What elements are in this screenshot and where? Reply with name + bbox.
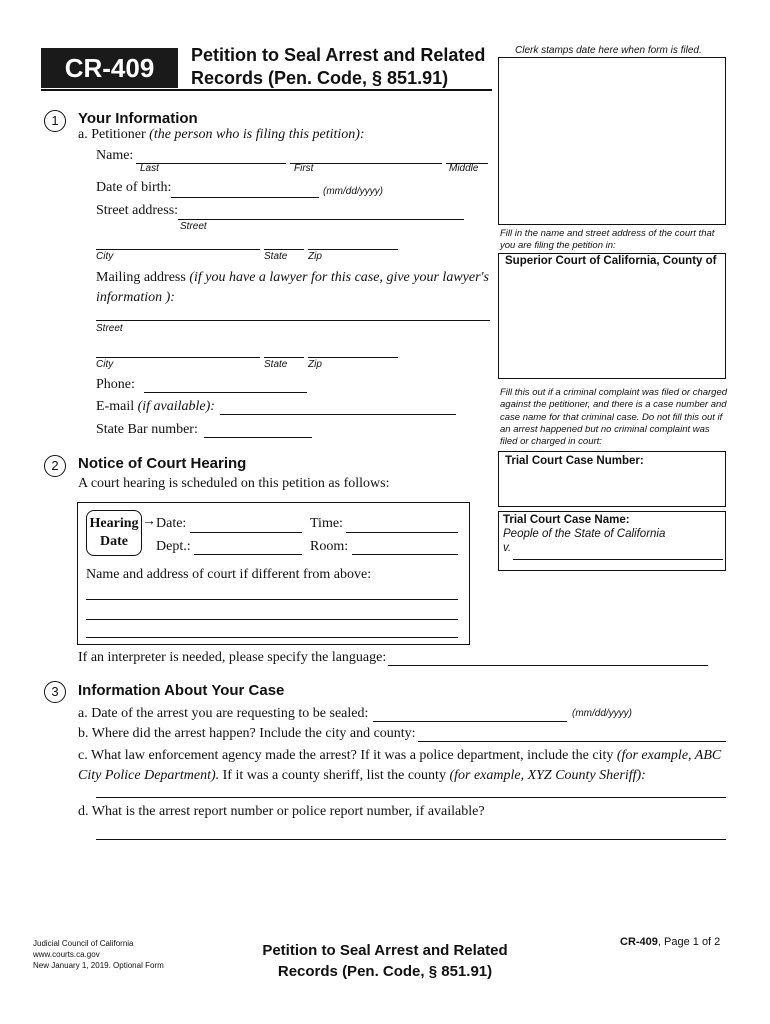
city-caption: City [96, 251, 114, 262]
hearing-room-label: Room: [310, 539, 349, 554]
middle-caption: Middle [449, 163, 479, 174]
case-name-box[interactable] [498, 511, 726, 571]
form-title-line2: Records (Pen. Code, § 851.91) [191, 68, 449, 88]
header-rule [41, 89, 492, 91]
mailing-state-caption: State [264, 359, 288, 370]
agency-field[interactable] [96, 780, 726, 798]
mailing-city-field[interactable] [96, 340, 260, 358]
street-address-label: Street address: [96, 203, 179, 218]
court-address-line-3[interactable] [86, 620, 458, 638]
section-2-number: 2 [44, 455, 66, 477]
hearing-dept-label: Dept.: [156, 539, 191, 554]
footer-page-info [620, 936, 720, 948]
dob-field[interactable] [171, 180, 319, 198]
clerk-stamp-box [498, 57, 726, 225]
hearing-time-label: Time: [310, 516, 343, 531]
footer-council: Judicial Council of California [33, 939, 134, 948]
form-title-line1: Petition to Seal Arrest and Related [191, 45, 486, 65]
arrest-date-format: (mm/dd/yyyy) [572, 708, 632, 719]
section-2-title: Notice of Court Hearing [78, 455, 247, 472]
state-bar-label: State Bar number: [96, 422, 198, 437]
footer-website: www.courts.ca.gov [33, 950, 100, 959]
clerk-stamp-note: Clerk stamps date here when form is filed. [515, 45, 702, 56]
middle-name-field[interactable] [446, 146, 488, 164]
report-number-field[interactable] [96, 822, 726, 840]
agency-example-1: (for example, ABC City Police Department). [78, 748, 722, 783]
arrest-location-label: b. Where did the arrest happen? Include the city and county: [78, 726, 416, 741]
street-address-field[interactable] [178, 202, 464, 220]
court-name-box[interactable] [498, 253, 726, 379]
case-name-line [513, 559, 723, 560]
footer-form-number: CR-409 [620, 936, 658, 948]
section-1-number: 1 [44, 110, 66, 132]
name-label: Name: [96, 148, 134, 163]
court-address-line-2[interactable] [86, 602, 458, 620]
interpreter-language-field[interactable] [388, 648, 708, 666]
section-1-title: Your Information [78, 110, 198, 127]
hearing-dept-field[interactable] [194, 537, 302, 555]
mailing-street-field[interactable] [96, 303, 490, 321]
court-address-line-1[interactable] [86, 582, 458, 600]
footer-title-line1: Petition to Seal Arrest and Related [262, 942, 508, 959]
hearing-room-field[interactable] [352, 537, 458, 555]
mailing-zip-field[interactable] [308, 340, 398, 358]
zip-field[interactable] [308, 232, 398, 250]
email-label-note: (if available): [137, 399, 215, 414]
interpreter-label: If an interpreter is needed, please specify the language: [78, 650, 387, 665]
section-3-number: 3 [44, 681, 66, 703]
dob-label: Date of birth: [96, 180, 172, 195]
court-box-instruction: Fill in the name and street address of the court that you are filing the petition in: [500, 228, 715, 251]
section-3-title: Information About Your Case [78, 682, 285, 699]
email-label [96, 399, 215, 415]
zip-caption: Zip [308, 251, 322, 262]
case-name-line1: People of the State of California [503, 528, 666, 540]
form-title [191, 44, 491, 90]
agency-text-2: If it was a county sheriff, list the county [219, 768, 450, 783]
court-address-label: Name and address of court if different from above: [86, 567, 372, 582]
mailing-label-note: (if you have a lawyer for this case, give your lawyer's information ): [96, 270, 489, 305]
agency-example-2: (for example, XYZ County Sheriff): [449, 768, 646, 783]
first-name-field[interactable] [290, 146, 442, 164]
mailing-label-text: Mailing address [96, 270, 190, 285]
hearing-date-label: Date: [156, 516, 187, 531]
mailing-state-field[interactable] [264, 340, 304, 358]
mailing-street-caption: Street [96, 323, 123, 334]
last-name-field[interactable] [136, 146, 286, 164]
form-number-badge: CR-409 [41, 48, 178, 88]
report-number-label: d. What is the arrest report number or police report number, if available? [78, 804, 485, 819]
hearing-time-field[interactable] [346, 515, 458, 533]
hearing-intro: A court hearing is scheduled on this petition as follows: [78, 476, 390, 491]
agency-text-1: c. What law enforcement agency made the arrest? If it was a police department, include the city [78, 748, 617, 763]
mailing-city-caption: City [96, 359, 114, 370]
arrest-date-label: a. Date of the arrest you are requesting to be sealed: [78, 706, 369, 721]
footer-title-line2: Records (Pen. Code, § 851.91) [277, 963, 493, 980]
city-field[interactable] [96, 232, 260, 250]
last-caption: Last [140, 163, 159, 174]
arrest-location-field[interactable] [418, 724, 726, 742]
dob-format: (mm/dd/yyyy) [323, 186, 383, 197]
email-label-text: E-mail [96, 399, 138, 414]
footer-title [246, 940, 524, 982]
petitioner-label [78, 127, 365, 143]
mailing-zip-caption: Zip [308, 359, 322, 370]
case-number-label: Trial Court Case Number: [505, 455, 644, 467]
case-name-line2: v. [503, 542, 512, 554]
arrow-icon: → [142, 514, 156, 529]
street-caption: Street [180, 221, 207, 232]
footer-revision: New January 1, 2019. Optional Form [33, 961, 164, 970]
phone-field[interactable] [144, 375, 307, 393]
petitioner-prefix: a. Petitioner [78, 127, 150, 142]
state-caption: State [264, 251, 288, 262]
state-field[interactable] [264, 232, 304, 250]
phone-label: Phone: [96, 377, 135, 392]
email-field[interactable] [220, 397, 456, 415]
mailing-address-label [96, 268, 492, 308]
first-caption: First [294, 163, 314, 174]
court-box-label: Superior Court of California, County of [505, 255, 717, 267]
case-number-instruction: Fill this out if a criminal complaint was filed or charged against the petitioner, and there is a case number and case name for that criminal case. Do not fill this out if an arrest happened but no criminal complaint was filed or charged in court: [500, 387, 728, 448]
petitioner-note: (the person who is filing this petition): [149, 127, 365, 142]
arrest-date-field[interactable] [373, 704, 567, 722]
hearing-badge-line1: Hearing [89, 516, 139, 531]
state-bar-field[interactable] [204, 420, 312, 438]
hearing-date-badge [86, 510, 142, 556]
hearing-date-field[interactable] [190, 515, 302, 533]
case-name-label: Trial Court Case Name: [503, 514, 630, 526]
case-number-box[interactable] [498, 451, 726, 507]
footer-page-number: , Page 1 of 2 [657, 936, 721, 948]
hearing-badge-line2: Date [100, 534, 128, 549]
